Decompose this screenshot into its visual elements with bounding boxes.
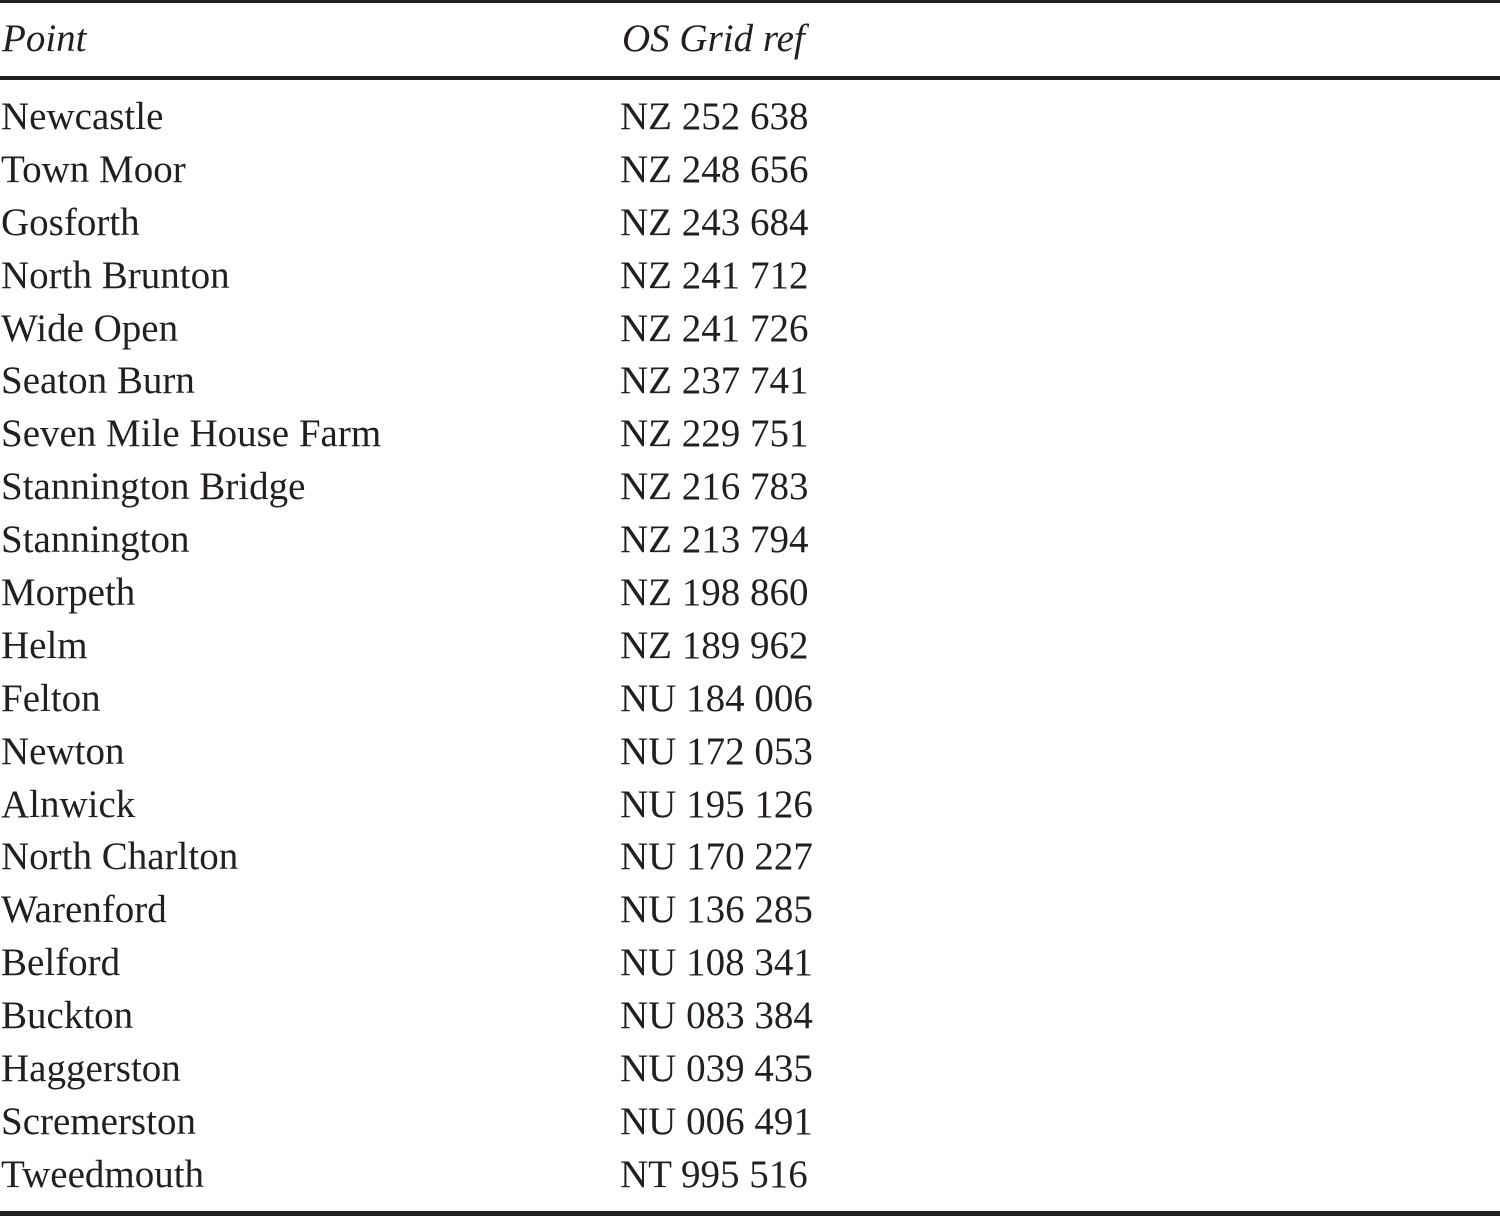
point-cell: Alnwick <box>1 782 136 826</box>
grid-ref-cell: NZ 216 783 <box>620 465 809 509</box>
table-top-rule <box>0 0 1500 3</box>
grid-ref-cell: NU 039 435 <box>620 1047 813 1091</box>
point-cell: Newcastle <box>1 95 164 138</box>
grid-ref-cell: NZ 198 860 <box>620 571 809 615</box>
table-header <box>0 13 1500 65</box>
grid-ref-cell: NZ 213 794 <box>620 518 809 562</box>
grid-ref-cell: NU 170 227 <box>620 835 813 879</box>
grid-ref-cell: NU 195 126 <box>620 782 813 826</box>
point-cell: Stannington <box>1 518 190 562</box>
grid-ref-cell: NZ 229 751 <box>620 412 809 456</box>
table-row <box>0 884 1500 937</box>
point-cell: Felton <box>1 676 101 720</box>
table-header-rule <box>0 76 1500 80</box>
point-cell: Seven Mile House Farm <box>1 412 382 456</box>
grid-ref-cell: NU 083 384 <box>620 994 813 1038</box>
point-cell: Morpeth <box>1 571 136 615</box>
table-body <box>0 91 1500 1202</box>
point-cell: Stannington Bridge <box>1 465 306 509</box>
table-bottom-rule <box>0 1211 1500 1216</box>
point-cell: Newton <box>1 729 125 773</box>
table-row <box>0 1096 1500 1149</box>
grid-ref-cell: NU 006 491 <box>620 1099 813 1143</box>
table-row <box>0 514 1500 567</box>
table-row <box>0 408 1500 461</box>
point-cell: Wide Open <box>1 306 179 350</box>
point-cell: Warenford <box>1 888 167 932</box>
point-cell: Haggerston <box>1 1047 181 1091</box>
table-row <box>0 1149 1500 1202</box>
table-row <box>0 567 1500 620</box>
table-row <box>0 197 1500 250</box>
grid-ref-cell: NZ 243 684 <box>620 200 809 244</box>
table-row <box>0 144 1500 197</box>
table-row <box>0 779 1500 832</box>
table-row <box>0 726 1500 779</box>
point-cell: Gosforth <box>1 200 140 244</box>
grid-ref-cell: NZ 248 656 <box>620 147 809 191</box>
point-cell: Tweedmouth <box>1 1152 205 1196</box>
grid-ref-cell: NZ 252 638 <box>620 95 809 138</box>
table-row <box>0 250 1500 303</box>
grid-ref-cell: NU 136 285 <box>620 888 813 932</box>
point-cell: Scremerston <box>1 1099 196 1143</box>
table-row <box>0 673 1500 726</box>
grid-ref-cell: NU 184 006 <box>620 676 813 720</box>
grid-ref-cell: NT 995 516 <box>620 1152 808 1196</box>
table-row <box>0 355 1500 408</box>
grid-ref-cell: NU 108 341 <box>620 941 813 985</box>
point-cell: Helm <box>1 623 88 667</box>
table-row <box>0 937 1500 990</box>
column-header-point: Point <box>2 17 87 60</box>
table-row <box>0 620 1500 673</box>
table-row <box>0 1043 1500 1096</box>
grid-ref-cell: NU 172 053 <box>620 729 813 773</box>
column-header-grid-ref: OS Grid ref <box>622 17 805 60</box>
point-cell: Buckton <box>1 994 134 1038</box>
point-cell: Seaton Burn <box>1 359 195 403</box>
table-row <box>0 303 1500 356</box>
grid-ref-cell: NZ 189 962 <box>620 623 809 667</box>
point-cell: North Brunton <box>1 253 230 297</box>
point-cell: Town Moor <box>1 147 186 191</box>
point-cell: North Charlton <box>1 835 239 879</box>
grid-ref-cell: NZ 237 741 <box>620 359 809 403</box>
table-row <box>0 831 1500 884</box>
point-cell: Belford <box>1 941 121 985</box>
table-row <box>0 461 1500 514</box>
table-row <box>0 91 1500 144</box>
grid-ref-cell: NZ 241 726 <box>620 306 809 350</box>
table-row <box>0 990 1500 1043</box>
grid-ref-cell: NZ 241 712 <box>620 253 809 297</box>
